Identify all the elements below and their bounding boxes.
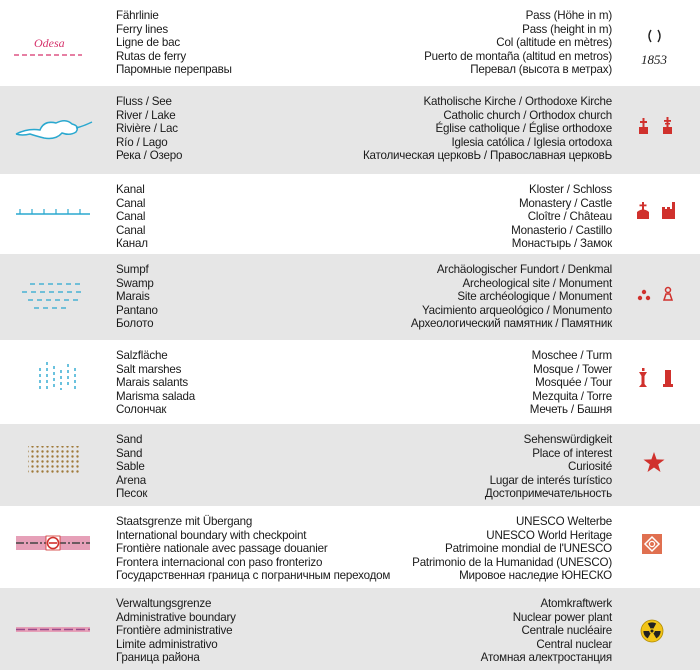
salt-marsh-symbol (0, 340, 108, 424)
monastery-castle-icon (618, 174, 700, 254)
swamp-symbol (0, 254, 108, 340)
legend-left-text: Staatsgrenze mit Übergang International boundary with checkpoint Frontière nationale avec passage douanier Frontera internacional con paso fronterizo Государственная граница с пограничным переходом (116, 515, 391, 583)
archaeological-icon (618, 254, 700, 340)
legend-right-text: Atomkraftwerk Nuclear power plant Centrale nucléaire Central nuclear Атомная алектростанция (480, 597, 612, 665)
legend-row-canal (0, 174, 700, 254)
legend-row-river (0, 86, 700, 174)
legend-right-text: Katholische Kirche / Orthodoxe Kirche Catholic church / Orthodox church Église catholique / Église orthodoxe Iglesia católica / Iglesia ortodoxa Католическая церковЬ / Православная церковЬ (362, 95, 612, 163)
church-icon (618, 86, 700, 174)
legend-right-text: Archäologischer Fundort / Denkmal Archeological site / Monument Site archéologique / Monument Yacimiento arqueológico / Monumento Археологический памятник / Памятник (410, 263, 612, 331)
legend-left-text: Fluss / See River / Lake Rivière / Lac Río / Lago Река / Озеро (116, 95, 183, 163)
river-lake-symbol (0, 86, 108, 174)
legend-row-boundary (0, 506, 700, 588)
legend-right-text: Pass (Höhe in m) Pass (height in m) Col (altitude en mètres) Puerto de montaña (altitud en metros) Перевал (высота в метрах) (424, 9, 612, 77)
legend-row-swamp (0, 254, 700, 340)
pass-icon (618, 0, 700, 86)
ferry-line-symbol (0, 0, 108, 86)
canal-symbol (0, 174, 108, 254)
ferry-port-label: Odesa (34, 36, 65, 50)
legend-left-text: Sand Sand Sable Arena Песок (116, 433, 148, 501)
legend-right-text: Moschee / Turm Mosque / Tower Mosquée / Tour Mezquita / Torre Мечеть / Башня (529, 349, 612, 417)
sand-symbol (0, 424, 108, 506)
pass-height-label: 1853 (641, 52, 667, 67)
unesco-icon (618, 506, 700, 588)
legend-right-text: UNESCO Welterbe UNESCO World Heritage Patrimoine mondial de l'UNESCO Patrimonio de la Humanidad (UNESCO) Мировое наследие ЮНЕСКО (412, 515, 612, 583)
legend-left-text: Salzfläche Salt marshes Marais salants Marisma salada Солончак (116, 349, 196, 417)
international-boundary-symbol (0, 506, 108, 588)
mosque-tower-icon (618, 340, 700, 424)
legend-left-text: Kanal Canal Canal Canal Канал (116, 183, 148, 251)
legend-left-text: Fährlinie Ferry lines Ligne de bac Rutas de ferry Паромные переправы (116, 9, 232, 77)
legend-row-ferry (0, 0, 700, 86)
legend-row-admin-boundary (0, 588, 700, 670)
legend-right-text: Sehenswürdigkeit Place of interest Curiosité Lugar de interés turístico Достопримечательность (484, 433, 612, 501)
legend-row-salt-marsh (0, 340, 700, 424)
nuclear-icon (618, 588, 700, 670)
legend-right-text: Kloster / Schloss Monastery / Castle Cloître / Château Monasterio / Castillo Монастырь / Замок (511, 183, 612, 251)
legend-left-text: Sumpf Swamp Marais Pantano Болото (116, 263, 158, 331)
admin-boundary-symbol (0, 588, 108, 670)
legend-left-text: Verwaltungsgrenze Administrative boundary Frontière administrative Limite administrativo Граница района (116, 597, 236, 665)
legend-row-sand (0, 424, 700, 506)
star-icon (618, 424, 700, 506)
